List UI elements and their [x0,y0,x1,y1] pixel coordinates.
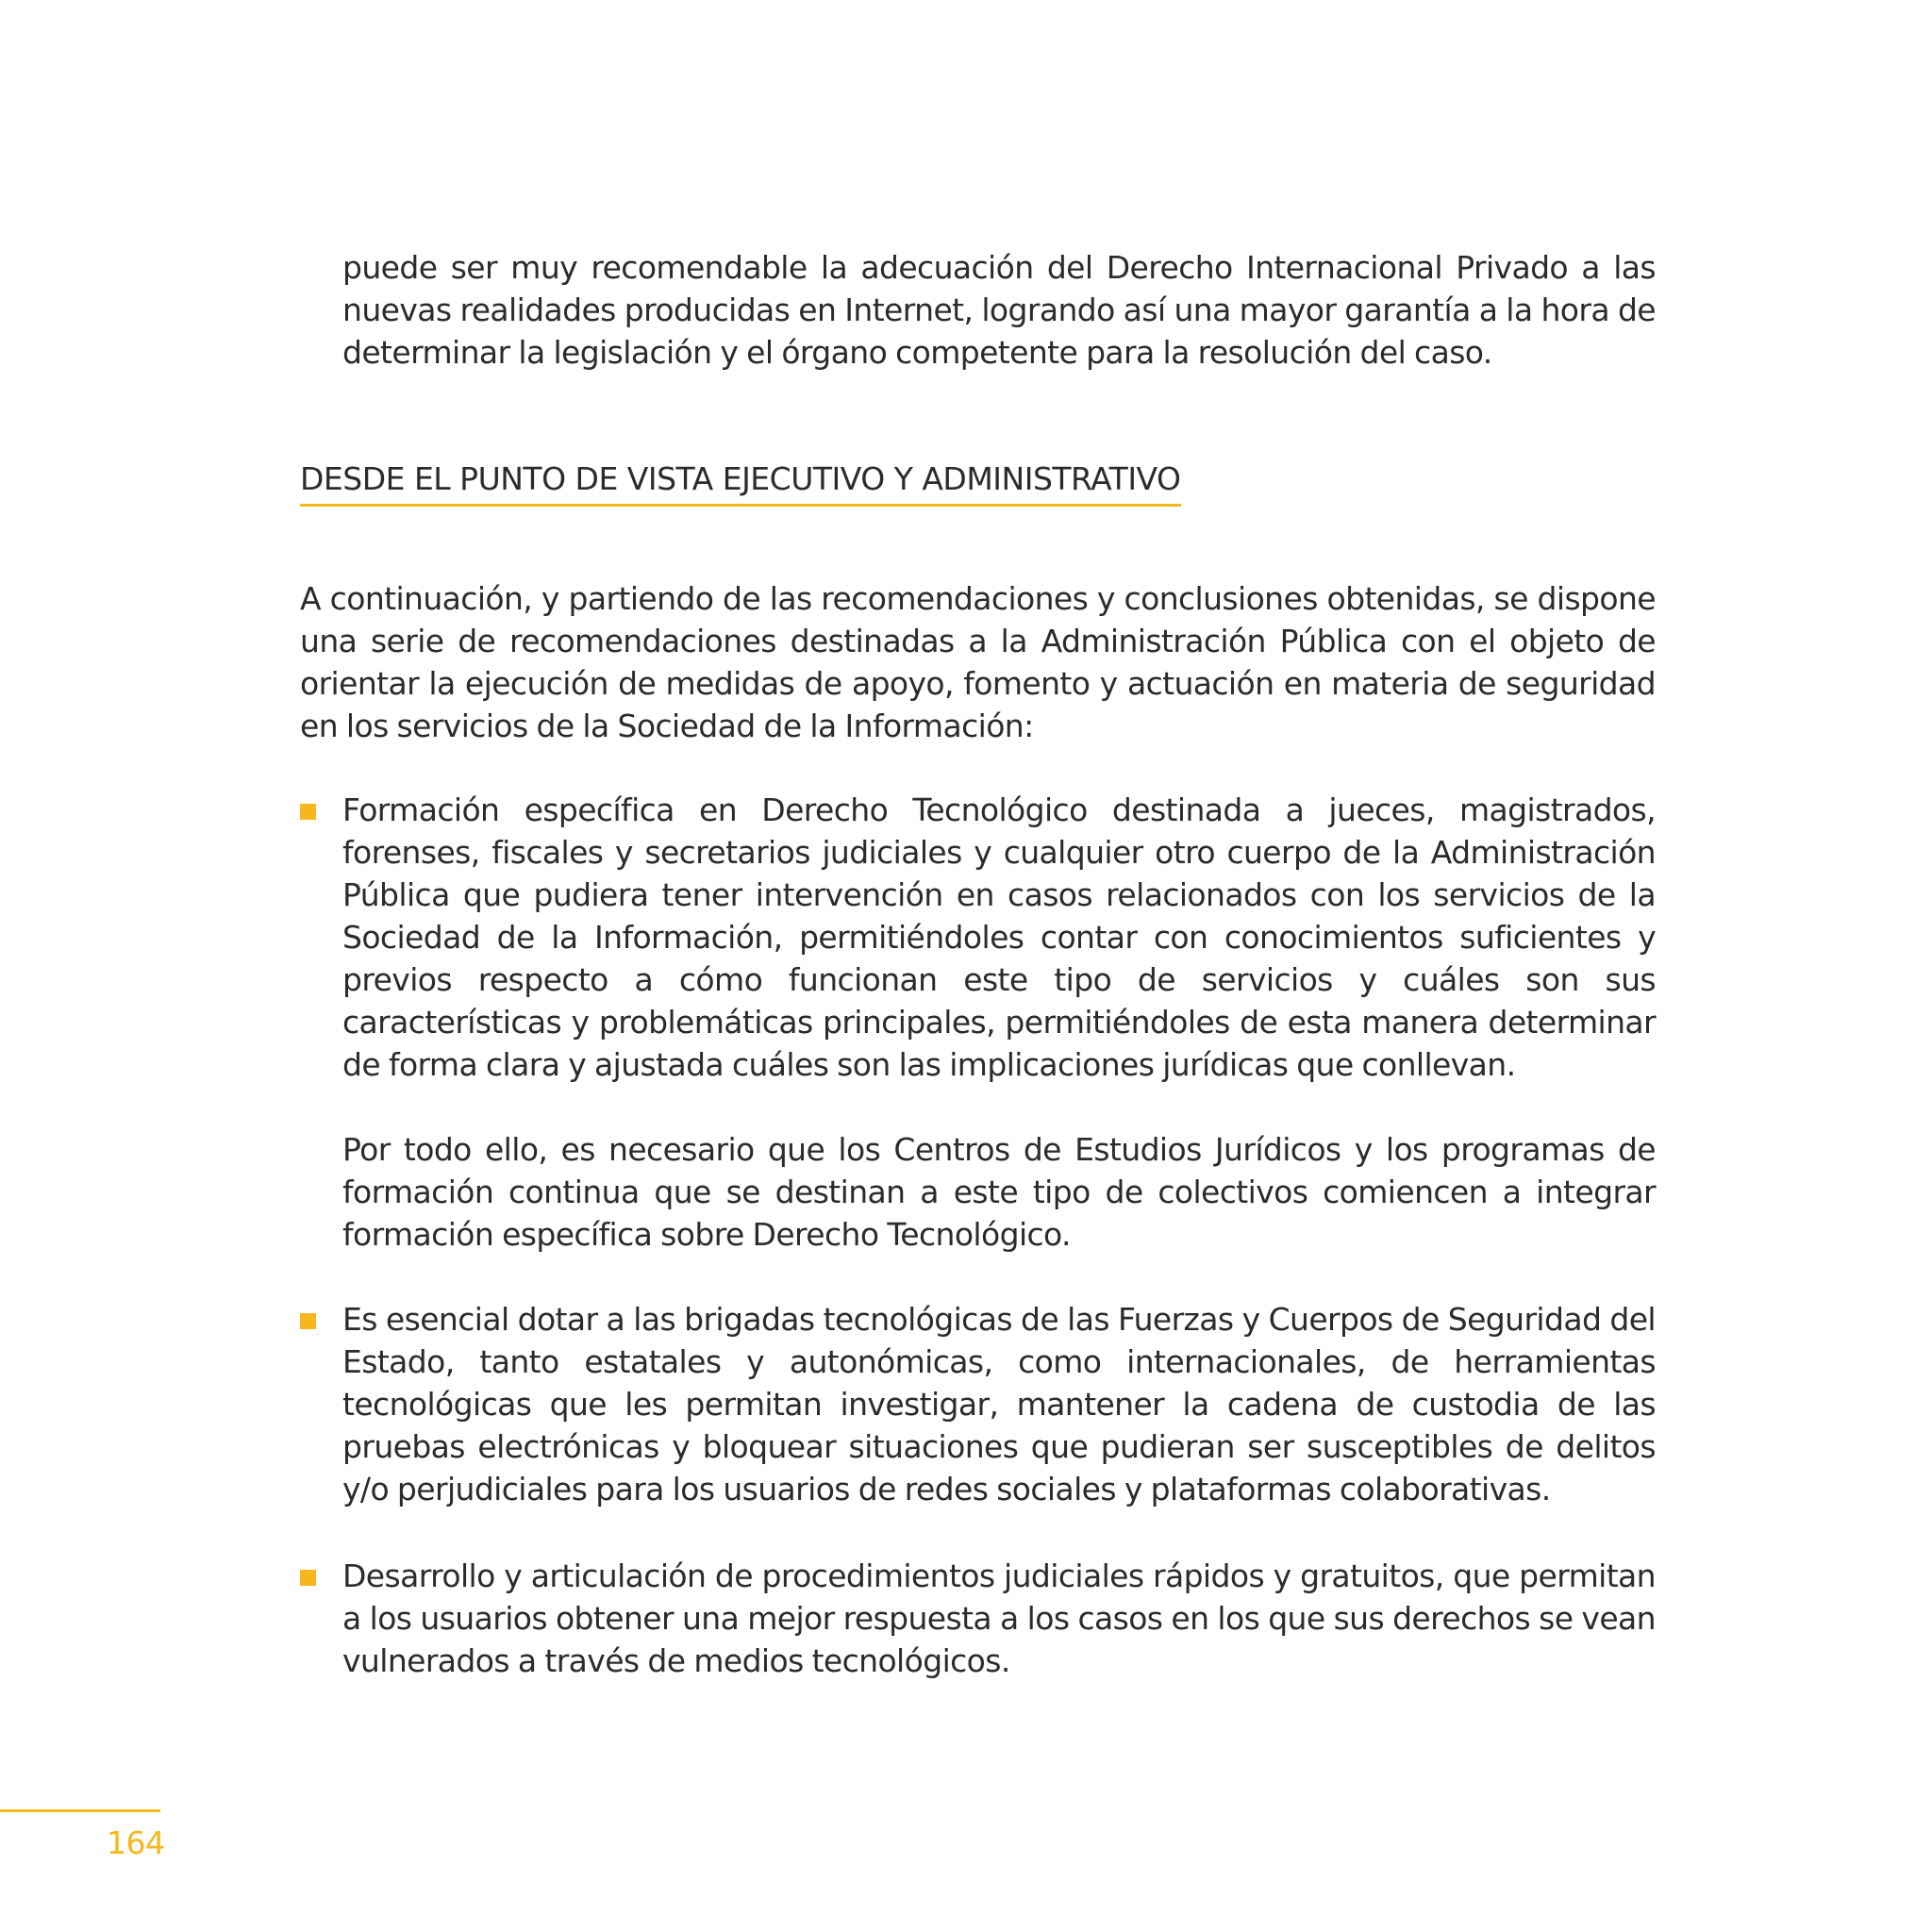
section-heading: DESDE EL PUNTO DE VISTA EJECUTIVO Y ADMINISTRATIVO [300,458,1181,507]
bullet-square-icon [300,804,316,820]
page-number: 164 [107,1824,165,1861]
bullet-text [342,789,1656,1256]
bullet-paragraph: Desarrollo y articulación de procedimientos judiciales rápidos y gratuitos, que permitan a los usuarios obtener una mejor respuesta a los casos en los que sus derechos se vean vulnerados a través de medios tecnológicos. [342,1557,1656,1679]
lead-paragraph: A continuación, y partiendo de las recomendaciones y conclusiones obtenidas, se dispone una serie de recomendaciones destinadas a la Administración Pública con el objeto de orientar la ejecución de medidas de apoyo, fomento y actuación en materia de seguridad en los servicios de la Sociedad de la Información: [300,580,1656,744]
bullet-text [342,1298,1656,1510]
bullet-square-icon [300,1313,316,1329]
bullet-square-icon [300,1570,316,1586]
bullet-paragraph: Por todo ello, es necesario que los Centros de Estudios Jurídicos y los programas de formación continua que se destinan a este tipo de colectivos comiencen a integrar formación específica sobre Derecho Tecnológico. [342,1131,1656,1253]
page-number-rule [0,1809,160,1812]
bullet-paragraph: Es esencial dotar a las brigadas tecnológicas de las Fuerzas y Cuerpos de Seguridad del Estado, tanto estatales y autonómicas, como internacionales, de herramientas tecnológicas que les permitan investigar, mantener la cadena de custodia de las pruebas electrónicas y bloquear situaciones que pudieran ser susceptibles de delitos y/o perjudiciales para los usuarios de redes sociales y plataformas colaborativas. [342,1301,1656,1507]
bullet-paragraph: Formación específica en Derecho Tecnológico destinada a jueces, magistrados, forenses, fiscales y secretarios judiciales y cualquier otro cuerpo de la Administración Pública que pudiera tener intervención en casos relacionados con los servicios de la Sociedad de la Información, permitiéndoles contar con conocimientos suficientes y previos respecto a cómo funcionan este tipo de servicios y cuáles son sus características y problemáticas principales, permitiéndoles de esta manera determinar de forma clara y ajustada cuáles son las implicaciones jurídicas que conllevan. [342,791,1656,1083]
intro-continuation-paragraph: puede ser muy recomendable la adecuación del Derecho Internacional Privado a las nuevas realidades producidas en Internet, logrando así una mayor garantía a la hora de determinar la legislación y el órgano competente para la resolución del caso. [342,249,1656,371]
bullet-text [342,1555,1656,1682]
